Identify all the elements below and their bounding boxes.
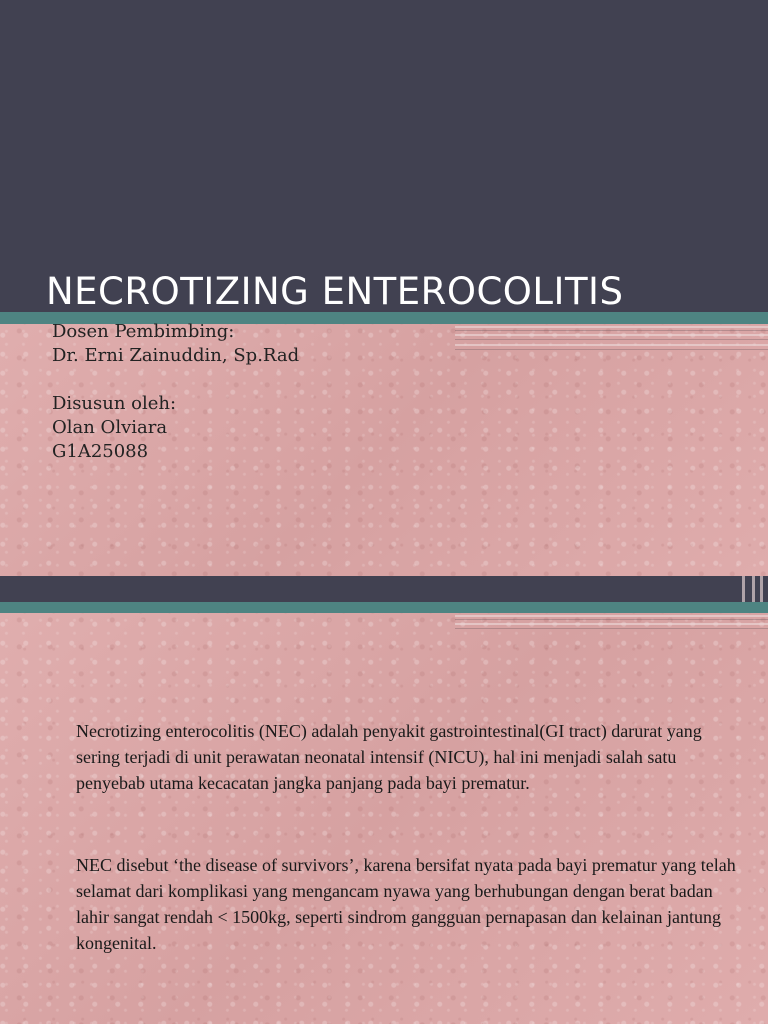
decorative-stripe: [455, 330, 768, 331]
slide-background: [0, 601, 768, 1024]
decorative-stripe: [752, 576, 755, 602]
accent-bar: [0, 602, 768, 613]
paragraph-definition: Necrotizing enterocolitis (NEC) adalah penyakit gastrointestinal(GI tract) darurat yang sering terjadi di unit perawatan neonatal intensif (NICU), hal ini menjadi salah satu penyebab utama kecacatan jangka panjang pada bayi prematur.: [76, 721, 702, 793]
decorative-stripe: [455, 334, 768, 336]
spacer: [52, 368, 299, 392]
slide-title: NECROTIZING ENTEROCOLITIS: [46, 270, 624, 313]
content-slide: [0, 576, 768, 1024]
decorative-stripe: [455, 619, 768, 620]
decorative-stripe: [455, 615, 768, 617]
decorative-stripe: [742, 576, 745, 602]
credits-block: [52, 320, 299, 464]
header-band: [0, 0, 768, 312]
supervisor-name: Dr. Erni Zainuddin, Sp.Rad: [52, 345, 300, 366]
author-id: G1A25088: [52, 441, 149, 462]
decorative-stripe: [455, 344, 768, 346]
author-name: Olan Olviara: [52, 417, 168, 438]
paragraph-survivors: NEC disebut ‘the disease of survivors’, karena bersifat nyata pada bayi prematur yang telah selamat dari komplikasi yang mengancam nyawa yang berhubungan dengan berat badan lahir sangat rendah < 1500kg, seperti sindrom gangguan pernapasan dan kelainan jantung kongenital.: [76, 855, 736, 953]
decorative-stripe: [760, 576, 763, 602]
header-band: [0, 576, 768, 602]
supervisor-label: Dosen Pembimbing:: [52, 321, 235, 342]
decorative-stripe: [455, 349, 768, 350]
author-label: Disusun oleh:: [52, 393, 177, 414]
decorative-stripe: [455, 623, 768, 625]
decorative-stripe: [455, 339, 768, 340]
decorative-stripe: [455, 326, 768, 328]
decorative-stripe: [455, 628, 768, 629]
